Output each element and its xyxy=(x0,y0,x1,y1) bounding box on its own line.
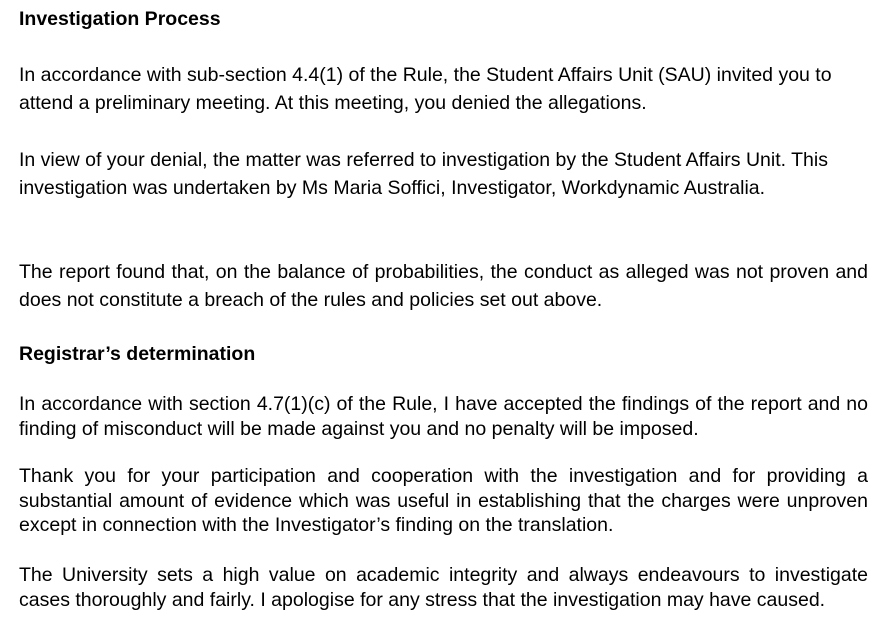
paragraph-preliminary-meeting: In accordance with sub-section 4.4(1) of the Rule, the Student Affairs Unit (SAU) invited you to attend a preliminary meeting. At this meeting, you denied the allegations. xyxy=(19,64,832,114)
paragraph-thank-you: Thank you for your participation and cooperation with the investigation and for providing a substantial amount of evidence which was useful in establishing that the charges were unproven except in connection with the Investigator’s finding on the translation. xyxy=(19,465,868,536)
paragraph-investigation-referral: In view of your denial, the matter was referred to investigation by the Student Affairs Unit. This investigation was undertaken by Ms Maria Soffici, Investigator, Workdynamic Australia. xyxy=(19,149,828,199)
paragraph-report-finding: The report found that, on the balance of probabilities, the conduct as alleged was not proven and does not constitute a breach of the rules and policies set out above. xyxy=(19,261,868,311)
section-heading-investigation-process: Investigation Process xyxy=(19,8,221,30)
paragraph-findings-accepted: In accordance with section 4.7(1)(c) of the Rule, I have accepted the findings of the report and no finding of misconduct will be made against you and no penalty will be imposed. xyxy=(19,393,868,440)
paragraph-academic-integrity: The University sets a high value on academic integrity and always endeavours to investigate cases thoroughly and fairly. I apologise for any stress that the investigation may have caused. xyxy=(19,564,868,611)
section-heading-registrars-determination: Registrar’s determination xyxy=(19,343,256,365)
